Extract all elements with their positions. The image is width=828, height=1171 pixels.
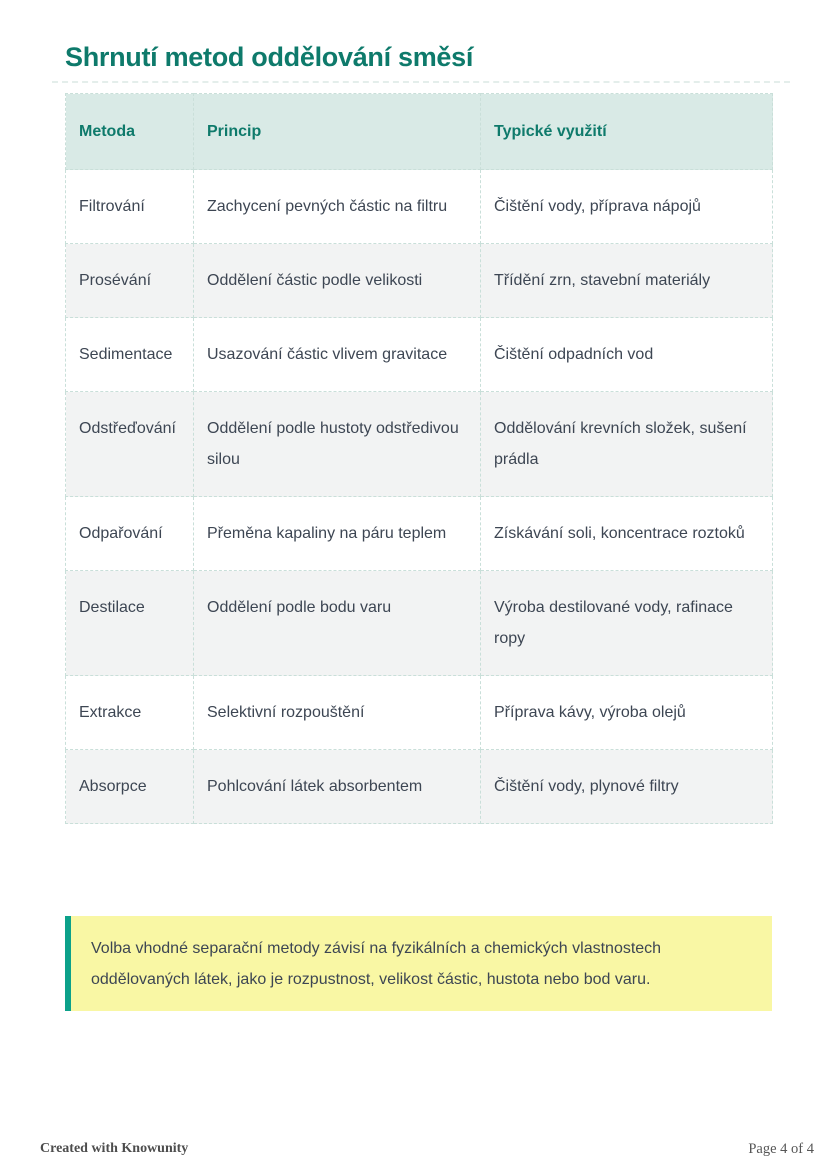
page-number: Page 4 of 4: [748, 1141, 814, 1157]
footer-branding: Created with Knowunity: [40, 1141, 189, 1156]
table-row: [66, 170, 773, 244]
table-row: [66, 750, 773, 824]
divider: [52, 81, 790, 83]
table-row: [66, 318, 773, 392]
table-row: [66, 676, 773, 750]
table-row: [66, 392, 773, 497]
cell-princip: Oddělení částic podle velikosti: [194, 244, 481, 318]
callout-note: [65, 916, 772, 1011]
table-row: [66, 244, 773, 318]
table-row: [66, 571, 773, 676]
cell-metoda: Destilace: [66, 571, 194, 676]
cell-metoda: Sedimentace: [66, 318, 194, 392]
cell-vyuziti: Získávání soli, koncentrace roztoků: [481, 497, 773, 571]
cell-princip: Zachycení pevných částic na filtru: [194, 170, 481, 244]
cell-princip: Selektivní rozpouštění: [194, 676, 481, 750]
cell-vyuziti: Příprava kávy, výroba olejů: [481, 676, 773, 750]
cell-metoda: Filtrování: [66, 170, 194, 244]
page-title: Shrnutí metod oddělování směsí: [65, 42, 474, 72]
cell-vyuziti: Výroba destilované vody, rafinace ropy: [481, 571, 773, 676]
column-header-vyuziti: Typické využití: [481, 94, 773, 170]
cell-princip: Oddělení podle hustoty odstředivou silou: [194, 392, 481, 497]
table-header-row: [66, 94, 773, 170]
cell-vyuziti: Čištění odpadních vod: [481, 318, 773, 392]
cell-princip: Oddělení podle bodu varu: [194, 571, 481, 676]
cell-vyuziti: Oddělování krevních složek, sušení prádla: [481, 392, 773, 497]
cell-princip: Usazování částic vlivem gravitace: [194, 318, 481, 392]
cell-vyuziti: Čištění vody, plynové filtry: [481, 750, 773, 824]
cell-princip: Pohlcování látek absorbentem: [194, 750, 481, 824]
column-header-metoda: Metoda: [66, 94, 194, 170]
cell-metoda: Prosévání: [66, 244, 194, 318]
cell-princip: Přeměna kapaliny na páru teplem: [194, 497, 481, 571]
cell-metoda: Extrakce: [66, 676, 194, 750]
cell-metoda: Odpařování: [66, 497, 194, 571]
table-row: [66, 497, 773, 571]
cell-vyuziti: Třídění zrn, stavební materiály: [481, 244, 773, 318]
callout-note-text: Volba vhodné separační metody závisí na fyzikálních a chemických vlastnostech oddělovaných látek, jako je rozpustnost, velikost částic, hustota nebo bod varu.: [91, 940, 662, 988]
cell-vyuziti: Čištění vody, příprava nápojů: [481, 170, 773, 244]
methods-table: [65, 93, 773, 824]
methods-table-container: [65, 93, 772, 824]
cell-metoda: Odstřeďování: [66, 392, 194, 497]
cell-metoda: Absorpce: [66, 750, 194, 824]
column-header-princip: Princip: [194, 94, 481, 170]
